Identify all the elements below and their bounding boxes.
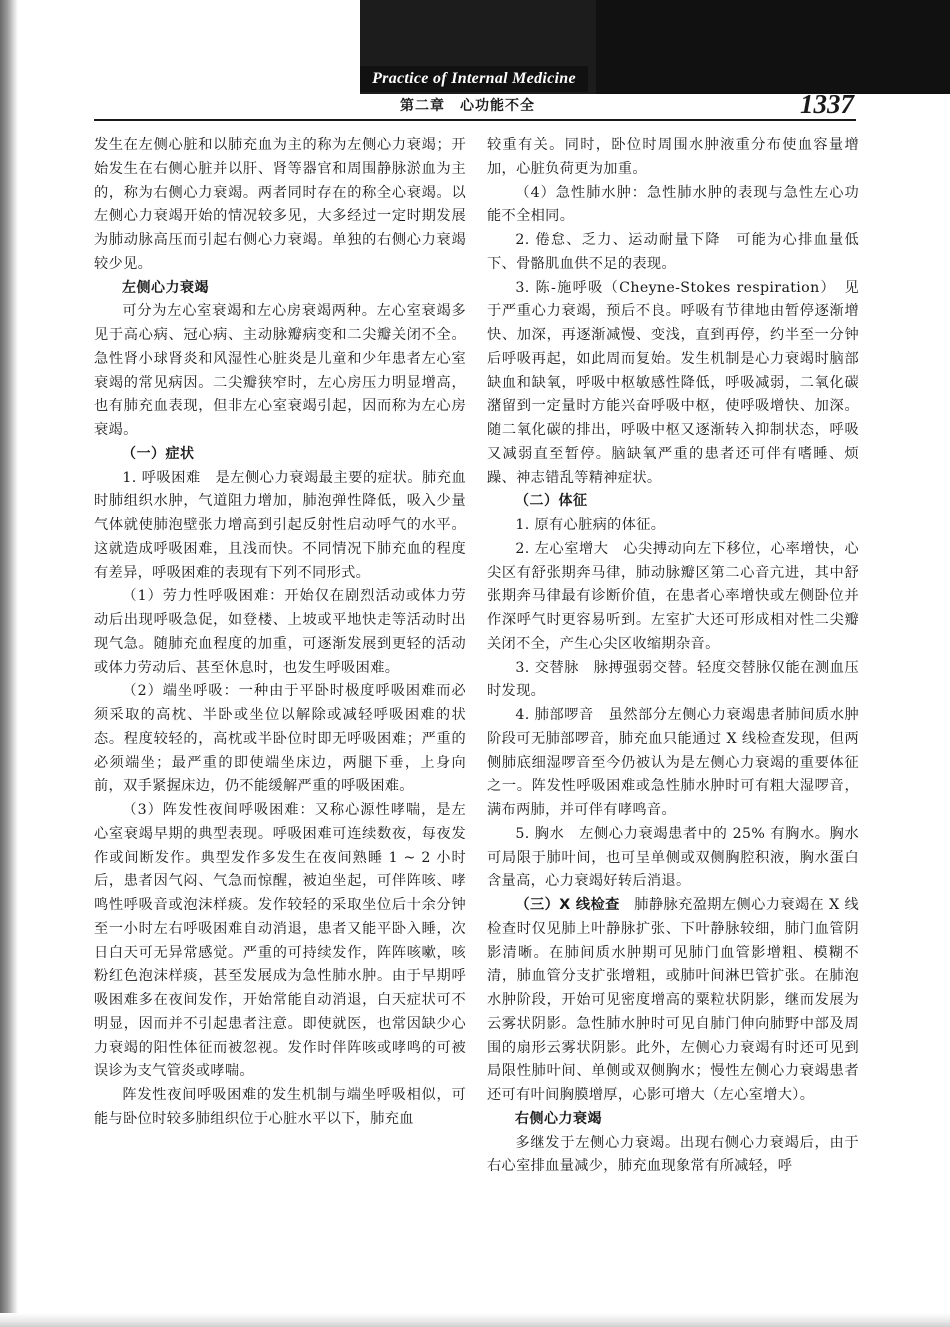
paragraph: （1）劳力性呼吸困难：开始仅在剧烈活动或体力劳动后出现呼吸急促，如登楼、上坡或平地快走等活动时出现气急。随肺充血程度的加重，可逐渐发展到更轻的活动或体力劳动后、甚至休息时，也发生呼吸困难。 [94, 588, 466, 676]
page-shadow-left [0, 0, 18, 1327]
left-column [94, 134, 466, 1132]
chapter-title: 第二章 心功能不全 [400, 98, 535, 114]
paragraph: 2. 左心室增大 心尖搏动向左下移位，心率增快，心尖区有舒张期奔马律，肺动脉瓣区第二心音亢进，其中舒张期奔马律最有诊断价值，在患者心率增快或左侧卧位并作深呼气时更容易听到。左室扩大还可形成相对性二尖瓣关闭不全，产生心尖区收缩期杂音。 [487, 540, 859, 652]
header-rule [94, 119, 856, 121]
paragraph: 5. 胸水 左侧心力衰竭患者中的 25% 有胸水。胸水可局限于肺叶间，也可呈单侧或双侧胸腔积液，胸水蛋白含量高，心力衰竭好转后消退。 [487, 825, 859, 890]
paragraph: 1. 原有心脏病的体征。 [515, 517, 666, 533]
paragraph-body: 肺静脉充盈期左侧心力衰竭在 X 线检查时仅见肺上叶静脉扩张、下叶静脉较细，肺门血管阴影清晰。在肺间质水肿期可见肺门血管影增粗、模糊不清，肺血管分支扩张增粗，或肺叶间淋巴管扩张。在肺泡水肿阶段，开始可见密度增高的粟粒状阴影，继而发展为云雾状阴影。急性肺水肿时可见自肺门伸向肺野中部及周围的扇形云雾状阴影。此外，左侧心力衰竭有时还可见到局限性肺叶间、单侧或双侧胸水；慢性左侧心力衰竭患者还可有叶间胸膜增厚，心影可增大（左心室增大）。 [487, 897, 859, 1103]
paragraph: （4）急性肺水肿：急性肺水肿的表现与急性左心功能不全相同。 [487, 184, 859, 225]
paragraph: 较重有关。同时，卧位时周围水肿液重分布使血容量增加，心脏负荷更为加重。 [487, 137, 859, 177]
paragraph: 4. 肺部啰音 虽然部分左侧心力衰竭患者肺间质水肿阶段可无肺部啰音，肺充血只能通过 X 线检查发现，但两侧肺底细湿啰音至今仍被认为是左侧心力衰竭的重要体征之一。阵发性呼吸困难或急性肺水肿时可有粗大湿啰音，满布两肺，并可伴有哮鸣音。 [487, 707, 859, 818]
paragraph: 发生在左侧心脏和以肺充血为主的称为左侧心力衰竭；开始发生在右侧心脏并以肝、肾等器官和周围静脉淤血为主的，称为右侧心力衰竭。两者同时存在的称全心衰竭。以左侧心力衰竭开始的情况较多见，大多经过一定时期发展为肺动脉高压而引起右侧心力衰竭。单独的右侧心力衰竭较少见。 [94, 137, 466, 272]
section-heading: 右侧心力衰竭 [515, 1110, 602, 1127]
right-column [487, 134, 859, 1179]
paragraph: （2）端坐呼吸：一种由于平卧时极度呼吸困难而必须采取的高枕、半卧或坐位以解除或减轻呼吸困难的状态。程度较轻的，高枕或半卧位时即无呼吸困难；严重的必须端坐；最严重的即使端坐床边，两腿下垂，上身向前，双手紧握床边，仍不能缓解严重的呼吸困难。 [94, 683, 466, 795]
subsection-heading-inline: （三）X 线检查 [515, 897, 620, 913]
journal-title: Practice of Internal Medicine [360, 66, 588, 92]
page-number: 1337 [800, 89, 854, 119]
paragraph: 可分为左心室衰竭和左心房衰竭两种。左心室衰竭多见于高心病、冠心病、主动脉瓣病变和二尖瓣关闭不全。急性肾小球肾炎和风湿性心脏炎是儿童和少年患者左心室衰竭的常见病因。二尖瓣狭窄时，左心房压力明显增高，也有肺充血表现，但非左心室衰竭引起，因而称为左心房衰竭。 [94, 303, 466, 438]
paragraph [487, 894, 859, 1108]
section-heading: 左侧心力衰竭 [122, 279, 209, 296]
subsection-heading: （二）体征 [515, 493, 588, 510]
page-shadow-bottom [0, 1313, 950, 1327]
paragraph: （3）阵发性夜间呼吸困难：又称心源性哮喘，是左心室衰竭早期的典型表现。呼吸困难可连续数夜，每夜发作或间断发作。典型发作多发生在夜间熟睡 1 ~ 2 小时后，患者因气闷、气急而惊醒，被迫坐起，可伴阵咳、哮鸣性呼吸音或泡沫样痰。发作较轻的采取坐位后十余分钟至一小时左右呼吸困难自动消退，患者又能平卧入睡，次日白天可无异常感觉。严重的可持续发作，阵阵咳嗽，咳粉红色泡沫样痰，甚至发展成为急性肺水肿。由于早期呼吸困难多在夜间发作，开始常能自动消退，白天症状可不明显，因而并不引起患者注意。即使就医，也常因缺少心力衰竭的阳性体征而被忽视。发作时伴阵咳或哮鸣的可被误诊为支气管炎或哮喘。 [94, 802, 466, 1080]
paragraph: 阵发性夜间呼吸困难的发生机制与端坐呼吸相似，可能与卧位时较多肺组织位于心脏水平以下，肺充血 [94, 1087, 466, 1127]
paragraph: 3. 陈-施呼吸（Cheyne-Stokes respiration） 见于严重心力衰竭，预后不良。呼吸有节律地由暂停逐渐增快、加深，再逐渐减慢、变浅，直到再停，约半至一分钟后呼吸再起，如此周而复始。发生机制是心力衰竭时脑部缺血和缺氧，呼吸中枢敏感性降低，呼吸减弱，二氧化碳潴留到一定量时方能兴奋呼吸中枢，使呼吸增快、加深。随二氧化碳的排出，呼吸中枢又逐渐转入抑制状态，呼吸又减弱直至暂停。脑缺氧严重的患者还可伴有嗜睡、烦躁、神志错乱等精神症状。 [487, 279, 859, 486]
paragraph: 2. 倦怠、乏力、运动耐量下降 可能为心排血量低下、骨骼肌血供不足的表现。 [487, 232, 859, 272]
paragraph: 1. 呼吸困难 是左侧心力衰竭最主要的症状。肺充血时肺组织水肿，气道阻力增加，肺泡弹性降低，吸入少量气体就使肺泡壁张力增高到引起反射性启动呼气的水平。这就造成呼吸困难，且浅而快。不同情况下肺充血的程度有差异，呼吸困难的表现有下列不同形式。 [94, 469, 466, 581]
subsection-heading: （一）症状 [122, 445, 195, 462]
paragraph: 3. 交替脉 脉搏强弱交替。轻度交替脉仅能在测血压时发现。 [487, 659, 859, 700]
paragraph: 多继发于左侧心力衰竭。出现右侧心力衰竭后，由于右心室排血量减少，肺充血现象常有所减轻，呼 [487, 1134, 859, 1175]
